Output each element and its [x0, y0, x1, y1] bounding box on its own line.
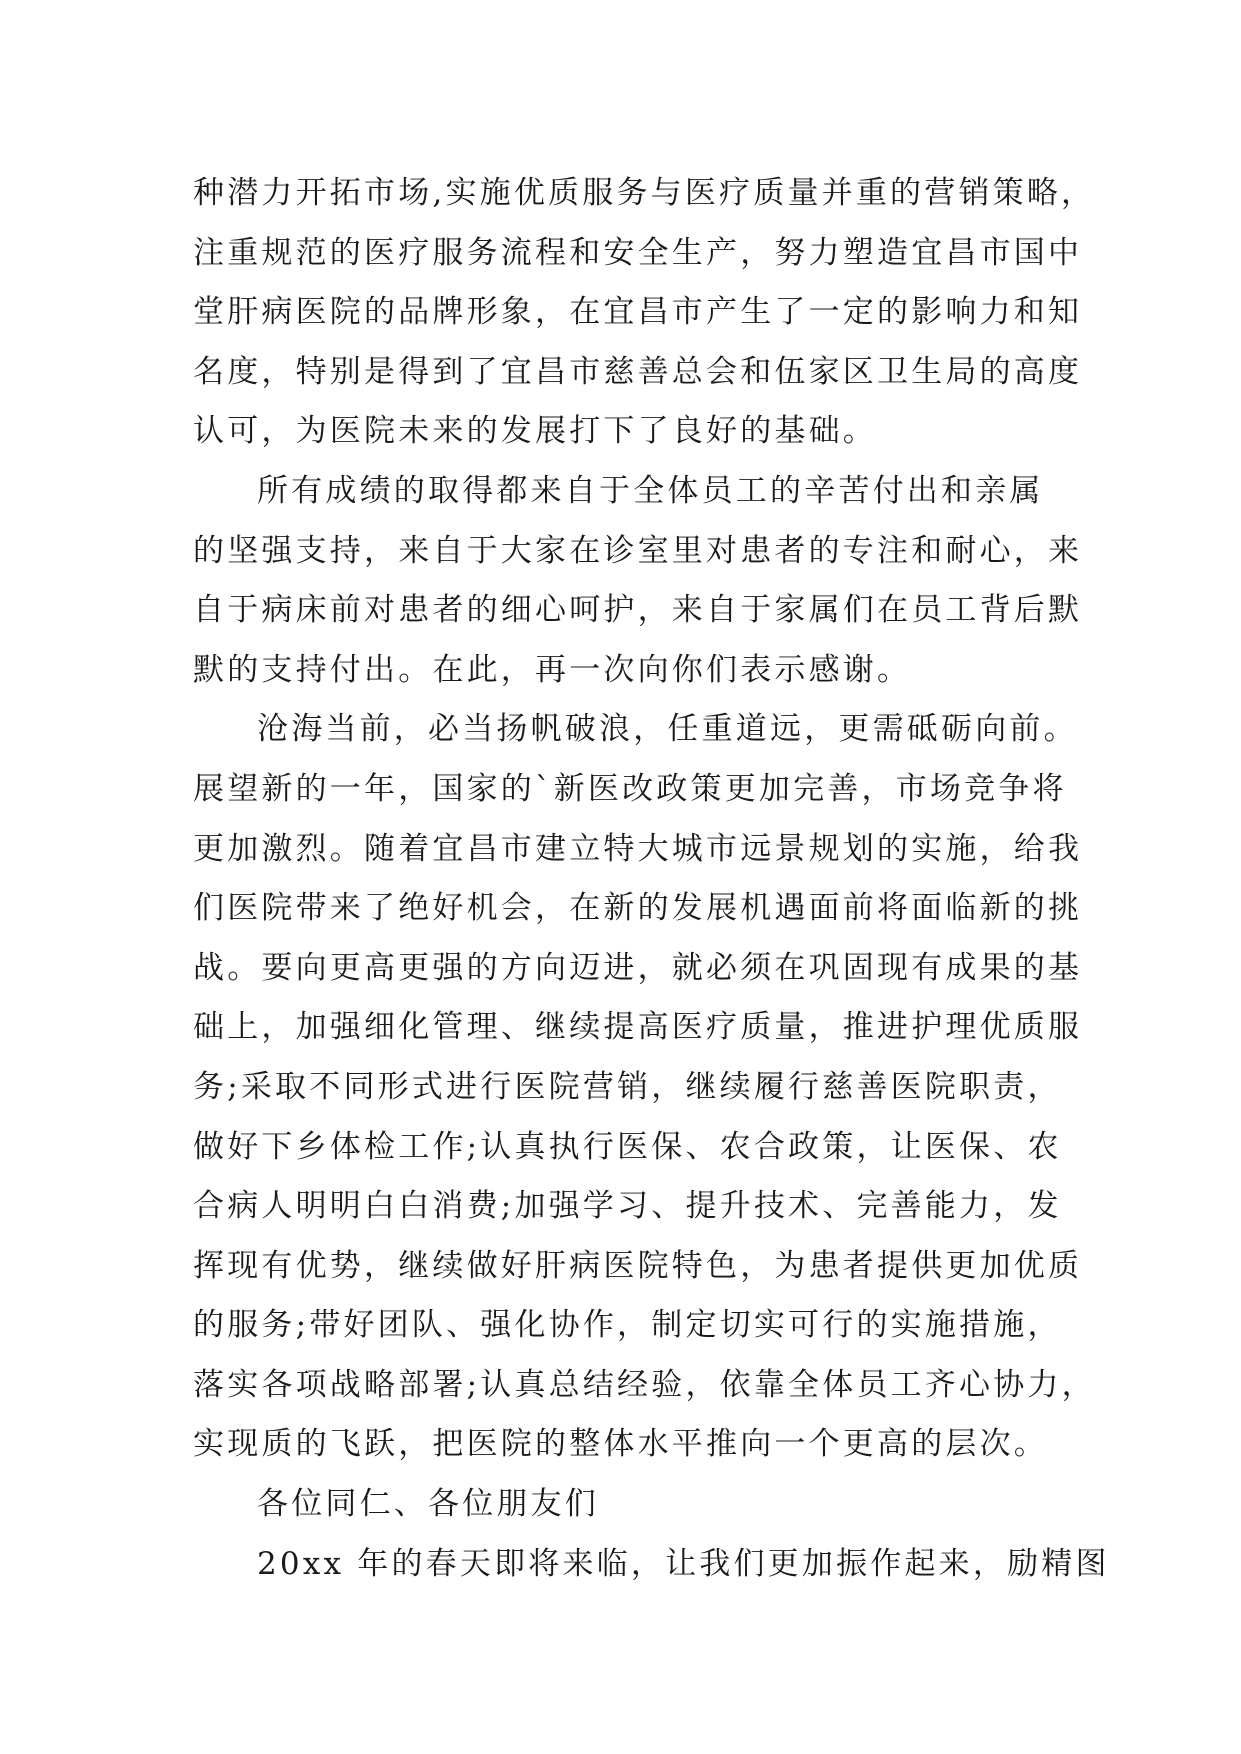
paragraph-salutation [193, 1475, 1093, 1535]
text-line: 战。要向更高更强的方向迈进，就必须在巩固现有成果的基 [193, 949, 1083, 986]
text-line: 合病人明明白白消费;加强学习、提升技术、完善能力，发 [193, 1188, 1062, 1225]
text-line: 自于病床前对患者的细心呵护，来自于家属们在员工背后默 [193, 592, 1083, 629]
text-line: 默的支持付出。在此，再一次向你们表示感谢。 [193, 651, 912, 688]
text-line: 的服务;带好团队、强化协作，制定切实可行的实施措施， [193, 1307, 1062, 1344]
text-line: 更加激烈。随着宜昌市建立特大城市远景规划的实施，给我 [193, 830, 1083, 867]
text-line: 认可，为医院未来的发展打下了良好的基础。 [193, 413, 877, 450]
text-line: 各位同仁、各位朋友们 [257, 1486, 599, 1523]
paragraph-achievements [193, 164, 1096, 462]
text-line: 种潜力开拓市场,实施优质服务与医疗质量并重的营销策略， [193, 175, 1096, 211]
paragraph-spring [193, 1535, 1110, 1595]
text-line: 落实各项战略部署;认真总结经验，依靠全体员工齐心协力， [193, 1366, 1096, 1403]
text-line: 们医院带来了绝好机会，在新的发展机遇面前将面临新的挑 [193, 890, 1083, 927]
text-line: 实现质的飞跃，把医院的整体水平推向一个更高的层次。 [193, 1426, 1048, 1463]
text-line: 名度，特别是得到了宜昌市慈善总会和伍家区卫生局的高度 [193, 353, 1083, 390]
text-line: 础上，加强细化管理、继续提高医疗质量，推进护理优质服 [193, 1009, 1083, 1046]
text-line: 的坚强支持，来自于大家在诊室里对患者的专注和耐心，来 [193, 532, 1083, 569]
text-line: 所有成绩的取得都来自于全体员工的辛苦付出和亲属 [257, 472, 1044, 509]
text-line: 挥现有优势，继续做好肝病医院特色，为患者提供更加优质 [193, 1247, 1083, 1284]
paragraph-outlook [193, 700, 1096, 1475]
text-line: 堂肝病医院的品牌形象，在宜昌市产生了一定的影响力和知 [193, 294, 1083, 331]
text-line: 注重规范的医疗服务流程和安全生产，努力塑造宜昌市国中 [193, 234, 1083, 271]
text-line: 务;采取不同形式进行医院营销，继续履行慈善医院职责， [193, 1068, 1062, 1105]
text-line: 沧海当前，必当扬帆破浪，任重道远，更需砥砺向前。 [257, 711, 1078, 748]
text-line: 展望新的一年，国家的`新医改政策更加完善，市场竞争将 [193, 770, 1067, 807]
text-line: 20xx 年的春天即将来临，让我们更加振作起来，励精图 [257, 1545, 1110, 1582]
paragraph-thanks [193, 462, 1093, 700]
text-line: 做好下乡体检工作;认真执行医保、农合政策，让医保、农 [193, 1128, 1062, 1165]
document-body [193, 164, 1110, 1594]
